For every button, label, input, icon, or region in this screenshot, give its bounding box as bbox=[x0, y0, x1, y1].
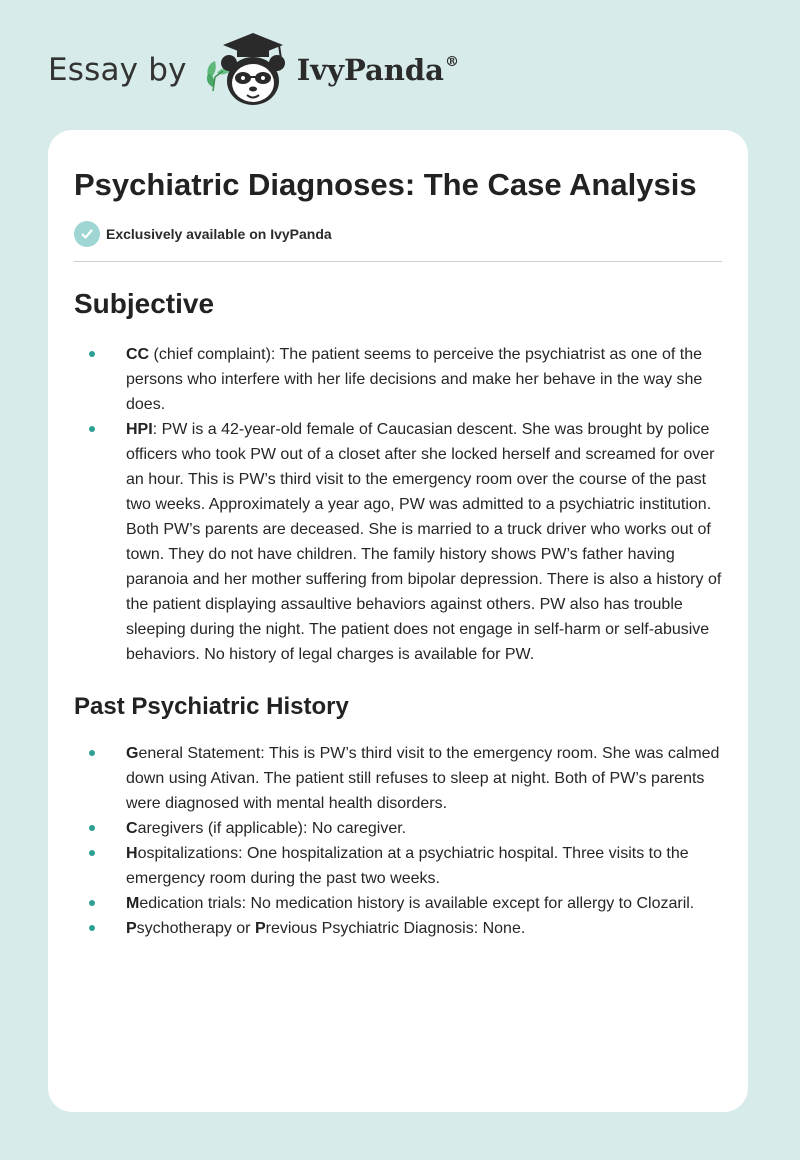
essay-by-label: Essay by bbox=[48, 52, 187, 88]
list-item: General Statement: This is PW’s third visit to the emergency room. She was calmed down using Ativan. The patient still refuses to sleep at night. Both of PW’s parents were diagnosed with mental health disorders. bbox=[126, 741, 722, 816]
section-heading-past-psychiatric-history: Past Psychiatric History bbox=[74, 693, 349, 720]
list-item: CC (chief complaint): The patient seems to perceive the psychiatrist as one of the persons who interfere with her life decisions and make her behave in the way she does. bbox=[126, 342, 722, 417]
brand-name[interactable]: IvyPanda® bbox=[296, 53, 459, 87]
section-heading-subjective: Subjective bbox=[74, 288, 215, 319]
list-item: HPI: PW is a 42-year-old female of Caucasian descent. She was brought by police officers who took PW out of a closet after she locked herself and screamed for over an hour. This is PW’s third visit to the emergency room over the course of the past two weeks. Approximately a year ago, PW was admitted to a psychiatric institution. Both PW’s parents are deceased. She is married to a truck driver who works out of town. They do not have children. The family history shows PW’s father having paranoia and her mother suffering from bipolar depression. There is also a history of the patient displaying assaultive behaviors against others. PW also has trouble sleeping during the night. The patient does not engage in self-harm or self-abusive behaviors. No history of legal charges is available for PW. bbox=[126, 417, 722, 667]
panda-logo-icon[interactable] bbox=[203, 29, 295, 111]
registered-mark: ® bbox=[444, 54, 459, 70]
exclusive-badge bbox=[74, 221, 722, 247]
list-item: Hospitalizations: One hospitalization at a psychiatric hospital. Three visits to the emergency room during the past two weeks. bbox=[126, 841, 722, 891]
check-icon bbox=[74, 221, 100, 247]
list-item: Medication trials: No medication history is available except for allergy to Clozaril. bbox=[126, 891, 722, 916]
subjective-list bbox=[74, 342, 722, 667]
badge-label: Exclusively available on IvyPanda bbox=[106, 226, 332, 242]
essay-card bbox=[48, 130, 748, 1112]
history-list bbox=[74, 741, 722, 941]
list-item: Caregivers (if applicable): No caregiver. bbox=[126, 816, 722, 841]
page-title: Psychiatric Diagnoses: The Case Analysis bbox=[74, 167, 697, 202]
divider bbox=[74, 261, 722, 262]
list-item: Psychotherapy or Previous Psychiatric Diagnosis: None. bbox=[126, 916, 722, 941]
site-header bbox=[48, 30, 459, 110]
